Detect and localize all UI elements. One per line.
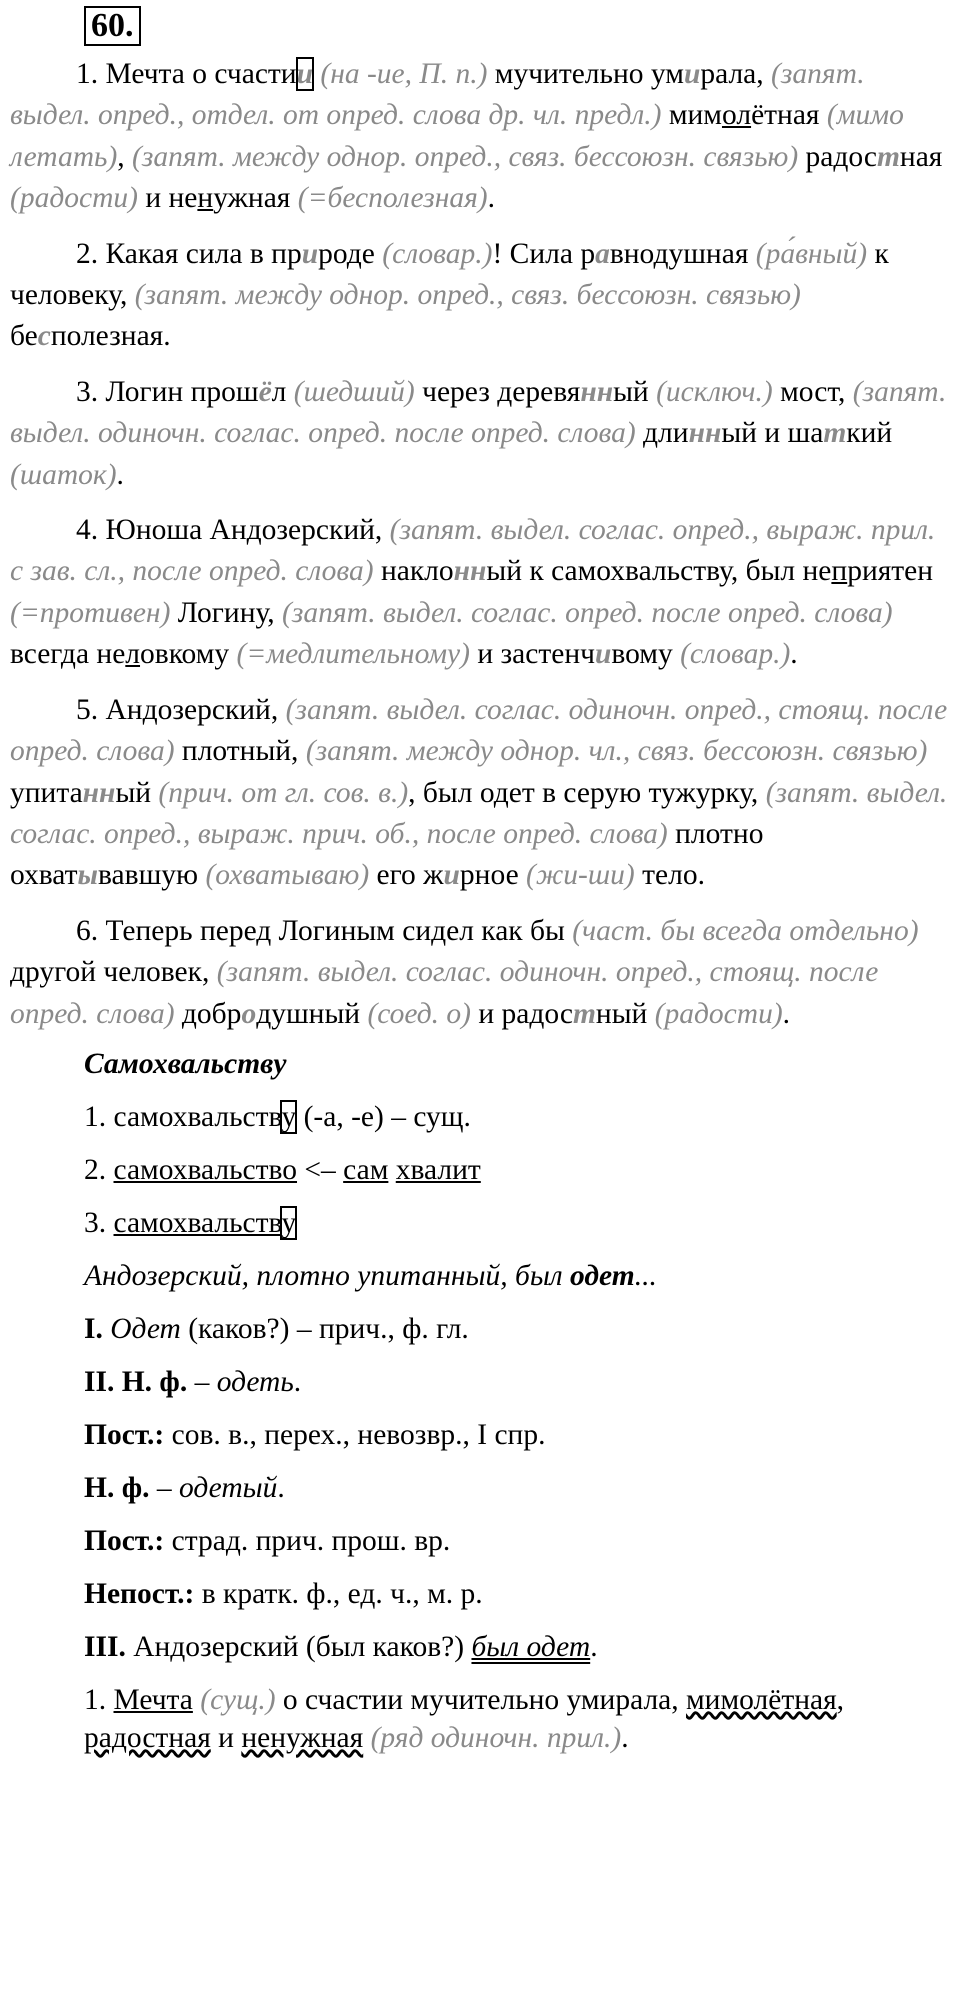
text-segment: нн [82,776,116,809]
text-segment: 4. Юноша Андозерский, [76,514,390,547]
text-segment: плотно охват [10,817,764,892]
analysis-line [84,1469,952,1507]
text-segment: риятен [847,555,934,588]
text-segment: бе [10,320,38,353]
text-segment: ! Сила р [492,237,596,270]
text-segment: 3. [84,1206,114,1239]
analysis-line [84,1098,952,1136]
text-segment: (жи-ши) [526,859,635,892]
text-segment: душный [256,997,368,1030]
text-segment: (запят. выдел. соглас. одиночн. опред., стоящ. после опред. слова) [10,956,879,1030]
text-segment: (запят. выдел. соглас. опред. после опред. слова) [282,596,893,629]
text-segment: 3. Логин прош [76,375,259,408]
text-segment: II. Н. ф. [84,1365,188,1398]
text-segment: Андозерский, плотно упитанный, был [84,1259,571,1292]
text-segment: Логину, [170,596,283,629]
text-segment: ый и ша [721,417,824,450]
text-segment: добр [174,997,242,1030]
text-segment: , был одет в серую тужурку, [408,776,766,809]
text-segment: . [116,458,124,491]
text-segment: ол [721,99,752,132]
text-segment: у [281,1206,297,1239]
text-segment: Самохвальству [84,1047,287,1080]
analysis-line [84,1416,952,1454]
text-segment: рное [459,859,527,892]
analysis-line [84,1257,952,1295]
sentence-paragraph [10,54,952,220]
text-segment: (словар.) [680,638,791,671]
text-segment: ё [258,375,272,408]
text-segment: (=медлительному) [236,638,470,671]
text-segment: мост, [772,375,853,408]
text-segment: плотный, [174,735,306,768]
text-segment: Пост.: [84,1418,165,1451]
text-segment: одет [570,1259,635,1292]
text-segment: (запят. выдел. опред., отдел. от опред. слова др. чл. предл.) [10,58,865,132]
text-segment: сов. в., перех., невозвр., I спр. [164,1418,546,1451]
text-segment: (шедший) [293,375,415,408]
text-segment: в кратк. ф., ед. ч., м. р. [194,1577,483,1610]
text-segment: (словар.) [382,237,493,270]
text-segment: рала, [700,58,772,90]
text-segment: . [621,1721,629,1754]
text-segment: 1. самохвальств [84,1100,282,1133]
text-segment: ы [77,859,98,892]
text-segment: – [187,1365,217,1398]
text-segment: 2. [84,1153,114,1186]
text-segment: роде [318,237,383,270]
text-segment: и [296,58,314,90]
analysis-line [84,1522,952,1560]
text-segment: радос [798,140,877,173]
text-segment: нн [453,555,487,588]
text-segment: накло [373,555,454,588]
text-segment: к человеку, [10,237,889,312]
text-segment: (соед. о) [367,997,471,1030]
text-segment: . [782,997,791,1030]
text-segment: 1. [84,1683,114,1716]
text-segment: Пост.: [84,1524,165,1557]
text-segment: ... [634,1259,657,1292]
text-segment: . [487,182,496,215]
text-segment: о [241,997,257,1030]
text-segment: . [277,1471,285,1504]
text-segment: мимолётная [686,1683,837,1716]
text-segment: (мимо летать) [10,99,904,173]
text-segment: Непост.: [84,1577,195,1610]
text-segment: (каков?) – прич., ф. гл. [180,1312,469,1345]
text-segment: и [301,237,319,270]
text-segment: ый [613,375,657,408]
text-segment: (охватываю) [205,859,370,892]
text-segment: (ра́вный) [755,237,868,270]
text-segment: (радости) [654,997,783,1030]
text-segment: ная [899,140,943,173]
text-segment: <– [297,1153,344,1186]
text-segment: – [149,1471,179,1504]
text-segment: (запят. между однор. чл., связ. бессоюзн. связью) [305,735,928,768]
sentence-paragraph [10,510,952,676]
text-segment: кий [846,417,893,450]
text-segment: вому [611,638,681,671]
analysis-line [84,1575,952,1613]
analysis-line [84,1628,952,1666]
text-segment: л [271,375,294,408]
text-segment: п [831,555,848,588]
text-segment: Андозерский (был каков?) [125,1630,472,1663]
text-segment: сам [343,1153,389,1186]
text-segment: через деревя [414,375,581,408]
text-segment: с [37,320,51,353]
text-segment: одеть [216,1365,294,1398]
text-segment: самохвальств [113,1206,282,1239]
text-segment: III. [84,1630,126,1663]
word-analysis [10,1045,952,1757]
sentence-paragraph [10,234,952,358]
sentence-list [10,54,952,1035]
text-segment: Одет [110,1312,181,1345]
analysis-line [84,1310,952,1348]
text-segment: упита [10,776,83,809]
text-segment: (на -ие, П. п.) [313,58,488,90]
text-segment: одетый [178,1471,278,1504]
text-segment: (запят. выдел. одиночн. соглас. опред. после опред. слова) [10,375,947,450]
text-segment: (шаток) [10,458,117,491]
text-segment: (запят. выдел. соглас. одиночн. опред., стоящ. после опред. слова) [10,693,948,768]
text-segment: (исключ.) [656,375,773,408]
text-segment: (сущ.) [192,1683,276,1716]
text-segment: о счастии мучительно умирала, [275,1683,687,1716]
text-segment: т [823,417,847,450]
text-segment: овкому [140,638,237,671]
text-segment: (радости) [10,182,138,215]
sentence-paragraph [10,690,952,897]
text-segment: (прич. от гл. сов. в.) [158,776,409,809]
text-segment: . [790,638,798,671]
text-segment: радостная [84,1721,211,1754]
text-segment: всегда не [10,638,126,671]
text-segment: (ряд одиночн. прил.) [363,1721,622,1754]
text-segment: у [281,1100,297,1133]
text-segment: (=противен) [10,596,171,629]
text-segment: ный [595,997,655,1030]
text-segment: , [836,1683,845,1716]
text-segment: мучительно ум [487,58,684,90]
analysis-line [84,1204,952,1242]
text-segment: самохвальство [113,1153,298,1186]
text-segment: ый к самохвальству, был не [486,555,832,588]
text-segment: I. [84,1312,111,1345]
text-segment: 6. Теперь перед Логиным сидел как бы [76,914,573,947]
analysis-line [84,1151,952,1189]
text-segment: ненужная [241,1721,364,1754]
text-segment: и [683,58,701,90]
text-segment: его ж [369,859,444,892]
text-segment: внодушная [609,237,756,270]
text-segment: (част. бы всегда отдельно) [572,914,919,947]
text-segment: т [572,997,596,1030]
text-segment: . [590,1630,598,1663]
text-segment: 5. Андозерский, [76,693,286,726]
text-segment: и застенч [469,638,595,671]
text-segment: Н. ф. [84,1471,150,1504]
text-segment: и радос [470,997,573,1030]
text-segment: а [595,237,610,270]
text-segment: н [197,182,214,215]
analysis-line [84,1681,952,1757]
text-segment: нн [580,375,614,408]
text-segment: (=бесполезная) [297,182,488,215]
text-segment: ётная [751,99,827,132]
text-segment: ужная [213,182,298,215]
task-number: 60. [84,6,141,46]
text-segment: (запят. выдел. соглас. опред., выраж. прич. об., после опред. слова) [10,776,948,850]
text-segment: хвалит [395,1153,481,1186]
text-segment: вавшую [98,859,206,892]
text-segment: мим [661,99,722,132]
text-segment: и [210,1721,242,1754]
text-segment: и [443,859,460,892]
text-segment: (запят. между однор. опред., связ. бессоюзн. связью) [134,279,801,312]
text-segment: был одет [471,1630,591,1663]
text-segment: 2. Какая сила в пр [76,237,302,270]
text-segment: (запят. между однор. опред., связ. бессоюзн. связью) [132,140,799,173]
text-segment: другой человек, [10,956,217,989]
text-segment: ый [115,776,159,809]
text-segment: , [117,140,133,173]
text-segment [388,1154,395,1186]
text-segment: и не [137,182,198,215]
text-segment: полезная. [50,320,171,353]
analysis-line [84,1045,952,1083]
text-segment: страд. прич. прош. вр. [164,1524,451,1557]
sentence-paragraph [10,911,952,1035]
analysis-line [84,1363,952,1401]
text-segment: (запят. выдел. соглас. опред., выраж. прил. с зав. сл., после опред. слова) [10,514,936,588]
text-segment: (-а, -е) – сущ. [296,1100,471,1133]
text-segment: . [293,1365,302,1398]
text-segment: тело. [634,859,705,892]
text-segment: Мечта [113,1683,193,1716]
text-segment: и [594,638,612,671]
text-segment: л [125,638,141,671]
text-segment: 1. Мечта о счасти [76,58,297,90]
sentence-paragraph [10,372,952,496]
text-segment: т [876,140,900,173]
text-segment: дли [635,417,689,450]
text-segment: нн [688,417,722,450]
